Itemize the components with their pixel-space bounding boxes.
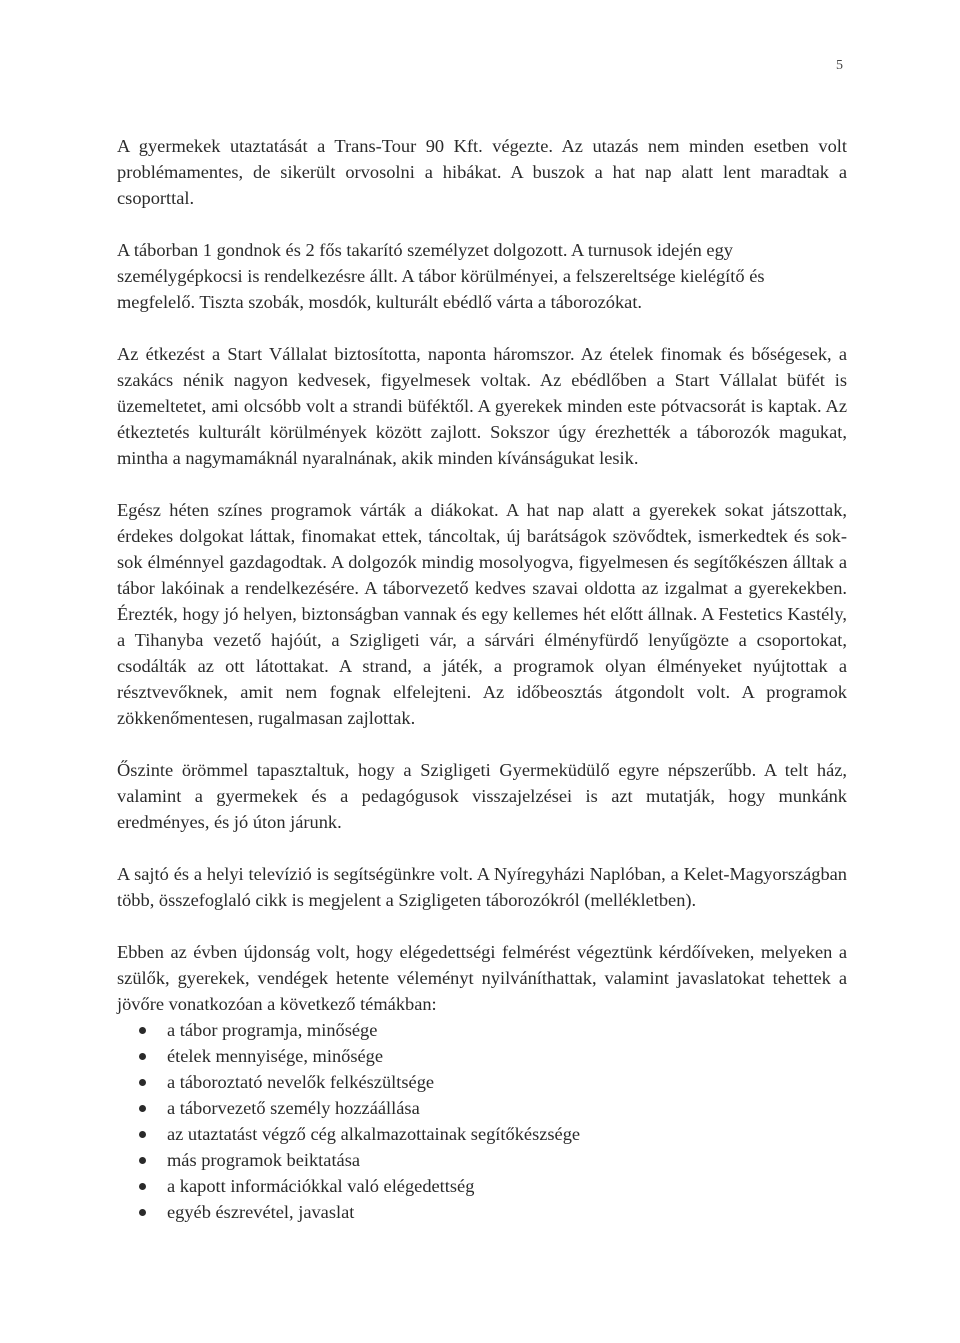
list-item: a tábor programja, minősége [117, 1017, 847, 1043]
paragraph-press: A sajtó és a helyi televízió is segítségünkre volt. A Nyíregyházi Naplóban, a Kelet-Magyországban több, összefoglaló cikk is megjelent a Szigligeten táborozókról (mellékletben). [117, 864, 847, 910]
paragraph-catering: Az étkezést a Start Vállalat biztosította, naponta háromszor. Az ételek finomak és bőségesek, a szakács nénik nagyon kedvesek, figyelmesek voltak. Az ebédlőben a Start Vállalat büfét is üzemeltetet, ami olcsóbb volt a strandi büféktől. A gyerekek minden este pótvacsorát is kaptak. Az étkeztetés kulturált körülmények között zajlott. Sokszor úgy érezhették a táborozók magukat, mintha a nagymamáknál nyaralnának, akik minden kívánságukat lesik. [117, 344, 847, 468]
paragraph-popularity: Őszinte örömmel tapasztaltuk, hogy a Szigligeti Gyermeküdülő egyre népszerűbb. A telt ház, valamint a gyermekek és a pedagógusok visszajelzései is azt mutatják, hogy munkánk eredményes, és jó úton járunk. [117, 760, 847, 832]
paragraph-programs: Egész héten színes programok várták a diákokat. A hat nap alatt a gyerekek sokat játszottak, érdekes dolgokat láttak, finomakat ettek, táncoltak, új barátságok szövődtek, ismerkedtek és sok-sok élménnyel gazdagodtak. A dolgozók mindig mosolyogva, figyelmesen és segítőkészen álltak a tábor lakóinak a rendelkezésére. A táborvezető kedves szavai oldotta az izgalmat a gyerekekben. Érezték, hogy jó helyen, biztonságban vannak és egy kellemes hét előtt állnak. A Festetics Kastély, a Tihanyba vezető hajóút, a Szigligeti vár, a sárvári élményfürdő lenyűgözte a csoportokat, csodálták az ott látottakat. A strand, a játék, a programok olyan élményeket nyújtottak a résztvevőknek, amit nem fognak elfelejteni. Az időbeosztás átgondolt volt. A programok zökkenőmentesen, rugalmasan zajlottak. [117, 500, 847, 728]
list-item: más programok beiktatása [117, 1147, 847, 1173]
list-item: az utaztatást végző cég alkalmazottainak segítőkészsége [117, 1121, 847, 1147]
paragraph-transport: A gyermekek utaztatását a Trans-Tour 90 Kft. végezte. Az utazás nem minden esetben volt problémamentes, de sikerült orvosolni a hibákat. A buszok a hat nap alatt lent maradtak a csoporttal. [117, 136, 847, 208]
paragraph-camp-staff: A táborban 1 gondnok és 2 fős takarító személyzet dolgozott. A turnusok idején egy személygépkocsi is rendelkezésre állt. A tábor körülményei, a felszereltsége kielégítő és megfelelő. Tiszta szobák, mosdók, kulturált ebédlő várta a táborozókat. [117, 240, 765, 312]
list-item: egyéb észrevétel, javaslat [117, 1199, 847, 1225]
document-body [117, 133, 847, 1225]
paragraph-survey: Ebben az évben újdonság volt, hogy elégedettségi felmérést végeztünk kérdőíveken, melyeken a szülők, gyerekek, vendégek hetente véleményt nyilváníthattak, valamint javaslatokat tehettek a jövőre vonatkozóan a következő témákban: [117, 942, 847, 1014]
list-item: a táboroztató nevelők felkészültsége [117, 1069, 847, 1095]
list-item: a kapott információkkal való elégedettség [117, 1173, 847, 1199]
list-item: a táborvezető személy hozzáállása [117, 1095, 847, 1121]
survey-topic-list [117, 1017, 847, 1225]
page-number: 5 [836, 58, 843, 73]
list-item: ételek mennyisége, minősége [117, 1043, 847, 1069]
